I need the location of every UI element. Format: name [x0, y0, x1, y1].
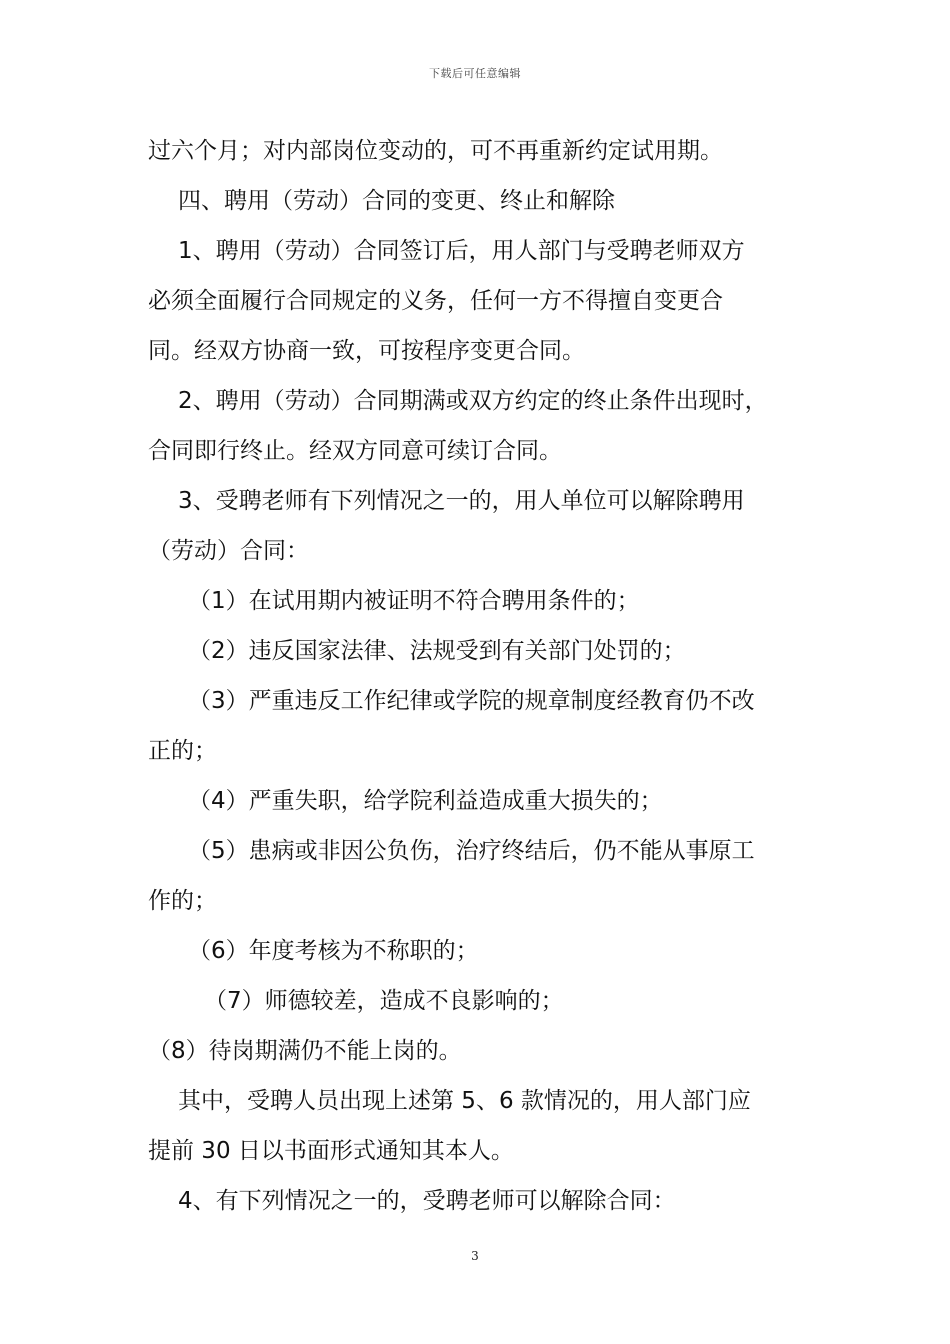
- list-item-2: （2）违反国家法律、法规受到有关部门处罚的；: [188, 638, 686, 664]
- body-line-5: 同。经双方协商一致，可按程序变更合同。: [148, 338, 585, 364]
- body-line-3: 1、聘用（劳动）合同签订后，用人部门与受聘老师双方: [178, 238, 745, 264]
- body-line-9: （劳动）合同：: [148, 538, 309, 564]
- body-line-22: 4、有下列情况之一的，受聘老师可以解除合同：: [178, 1188, 676, 1214]
- section-heading: 四、聘用（劳动）合同的变更、终止和解除: [178, 188, 615, 214]
- list-item-3: （3）严重违反工作纪律或学院的规章制度经教育仍不改: [188, 688, 755, 714]
- list-item-8: （8）待岗期满仍不能上岗的。: [148, 1038, 462, 1064]
- list-item-5-cont: 作的；: [148, 888, 217, 914]
- list-item-5: （5）患病或非因公负伤，治疗终结后，仍不能从事原工: [188, 838, 755, 864]
- body-line-6: 2、聘用（劳动）合同期满或双方约定的终止条件出现时，: [178, 388, 768, 414]
- list-item-1: （1）在试用期内被证明不符合聘用条件的；: [188, 588, 640, 614]
- list-item-3-cont: 正的；: [148, 738, 217, 764]
- body-line-1: 过六个月；对内部岗位变动的，可不再重新约定试用期。: [148, 138, 723, 164]
- page-header: 下载后可任意编辑: [429, 67, 521, 80]
- list-item-4: （4）严重失职，给学院利益造成重大损失的；: [188, 788, 663, 814]
- body-line-7: 合同即行终止。经双方同意可续订合同。: [148, 438, 562, 464]
- page-number: 3: [471, 1249, 479, 1263]
- body-line-20: 其中，受聘人员出现上述第 5、6 款情况的，用人部门应: [178, 1088, 751, 1114]
- body-line-21: 提前 30 日以书面形式通知其本人。: [148, 1138, 514, 1164]
- document-body: [148, 126, 818, 1226]
- body-line-8: 3、受聘老师有下列情况之一的，用人单位可以解除聘用: [178, 488, 745, 514]
- list-item-7: （7）师德较差，造成不良影响的；: [204, 988, 564, 1014]
- body-line-4: 必须全面履行合同规定的义务，任何一方不得擅自变更合: [148, 288, 723, 314]
- list-item-6: （6）年度考核为不称职的；: [188, 938, 479, 964]
